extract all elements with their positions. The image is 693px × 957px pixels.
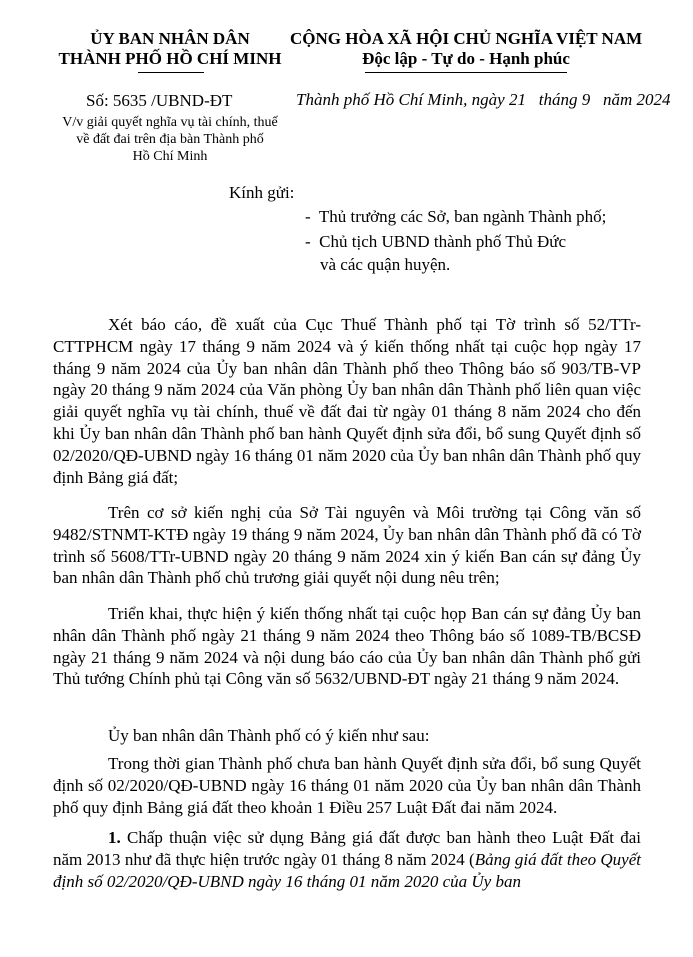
item-text-italic: Bảng giá đất theo Quyết định số 02/2020/QĐ-UBND ngày 16 tháng 01 năm 2020 của Ủy ban bbox=[53, 849, 642, 891]
agency-underline bbox=[138, 72, 204, 73]
agency-name-line2: THÀNH PHỐ HỒ CHÍ MINH bbox=[58, 49, 282, 68]
national-motto: Độc lập - Tự do - Hạnh phúc bbox=[362, 49, 570, 68]
paragraph-text: Trong thời gian Thành phố chưa ban hành Quyết định sửa đổi, bổ sung Quyết định số 02/2020/QĐ-UBND ngày 16 tháng 01 năm 2020 của Ủy ban nhân dân Thành phố quy định Bảng giá đất theo khoản 1 Điều 257 Luật Đất đai năm 2024. bbox=[53, 754, 641, 817]
item-number: 1. bbox=[108, 828, 121, 847]
body-paragraph-4 bbox=[53, 725, 641, 747]
paragraph-text: Triển khai, thực hiện ý kiến thống nhất tại cuộc họp Ban cán sự đảng Ủy ban nhân dân Thành phố ngày 21 tháng 9 năm 2024 theo Thông báo số 1089-TB/BCSĐ ngày 21 tháng 9 năm 2024 và nội dung báo cáo của Ủy ban nhân dân Thành phố gửi Thủ tướng Chính phủ tại Công văn số 5632/UBND-ĐT ngày 21 tháng 9 năm 2024. bbox=[53, 604, 641, 689]
motto-underline bbox=[365, 72, 567, 73]
place-and-date: Thành phố Hồ Chí Minh, ngày 21 tháng 9 năm 2024 bbox=[296, 90, 671, 109]
subject-line3: Hồ Chí Minh bbox=[132, 149, 208, 164]
agency-name-line1: ỦY BAN NHÂN DÂN bbox=[90, 29, 250, 48]
paragraph-text: Xét báo cáo, đề xuất của Cục Thuế Thành phố tại Tờ trình số 52/TTr-CTTPHCM ngày 17 tháng 9 năm 2024 và ý kiến thống nhất tại cuộc họp ngày 17 tháng 9 năm 2024 của Ủy ban nhân dân Thành phố theo Thông báo số 903/TB-VP ngày 20 tháng 9 năm 2024 của Văn phòng Ủy ban nhân dân Thành phố liên quan việc giải quyết nghĩa vụ tài chính, thuế về đất đai từ ngày 01 tháng 8 năm 2024 cho đến khi Ủy ban nhân dân Thành phố ban hành Quyết định sửa đổi, bổ sung Quyết định số 02/2020/QĐ-UBND ngày 16 tháng 01 năm 2020 của Ủy ban nhân dân Thành phố quy định Bảng giá đất; bbox=[53, 315, 641, 487]
body-paragraph-1 bbox=[53, 314, 641, 488]
paragraph-text: Trên cơ sở kiến nghị của Sở Tài nguyên và Môi trường tại Công văn số 9482/STNMT-KTĐ ngày 19 tháng 9 năm 2024, Ủy ban nhân dân Thành phố đã có Tờ trình số 5608/TTr-UBND ngày 20 tháng 9 năm 2024 xin ý kiến Ban cán sự đảng Ủy ban nhân dân Thành phố chủ trương giải quyết nội dung nêu trên; bbox=[53, 503, 641, 588]
paragraph-text bbox=[53, 827, 641, 892]
item-text: Chấp thuận việc sử dụng Bảng giá đất được ban hành theo Luật Đất đai năm 2013 như đã thực hiện trước ngày 01 tháng 8 năm 2024 ( bbox=[53, 828, 641, 869]
recipients-greeting: Kính gửi: bbox=[229, 183, 295, 202]
subject-line1: V/v giải quyết nghĩa vụ tài chính, thuế bbox=[62, 115, 278, 130]
subject-line2: về đất đai trên địa bàn Thành phố bbox=[76, 132, 264, 147]
paragraph-text: Ủy ban nhân dân Thành phố có ý kiến như sau: bbox=[108, 726, 430, 745]
recipient-item-2-continued: và các quận huyện. bbox=[320, 255, 451, 274]
recipient-item-1: - Thủ trưởng các Sở, ban ngành Thành phố; bbox=[305, 207, 607, 226]
body-paragraph-3 bbox=[53, 603, 641, 690]
recipient-item-2: - Chủ tịch UBND thành phố Thủ Đức bbox=[305, 232, 567, 251]
body-paragraph-6 bbox=[53, 827, 641, 892]
body-paragraph-2 bbox=[53, 502, 641, 589]
body-paragraph-5 bbox=[53, 753, 641, 818]
national-title: CỘNG HÒA XÃ HỘI CHỦ NGHĨA VIỆT NAM bbox=[290, 29, 643, 48]
document-number: Số: 5635 /UBND-ĐT bbox=[86, 91, 233, 110]
